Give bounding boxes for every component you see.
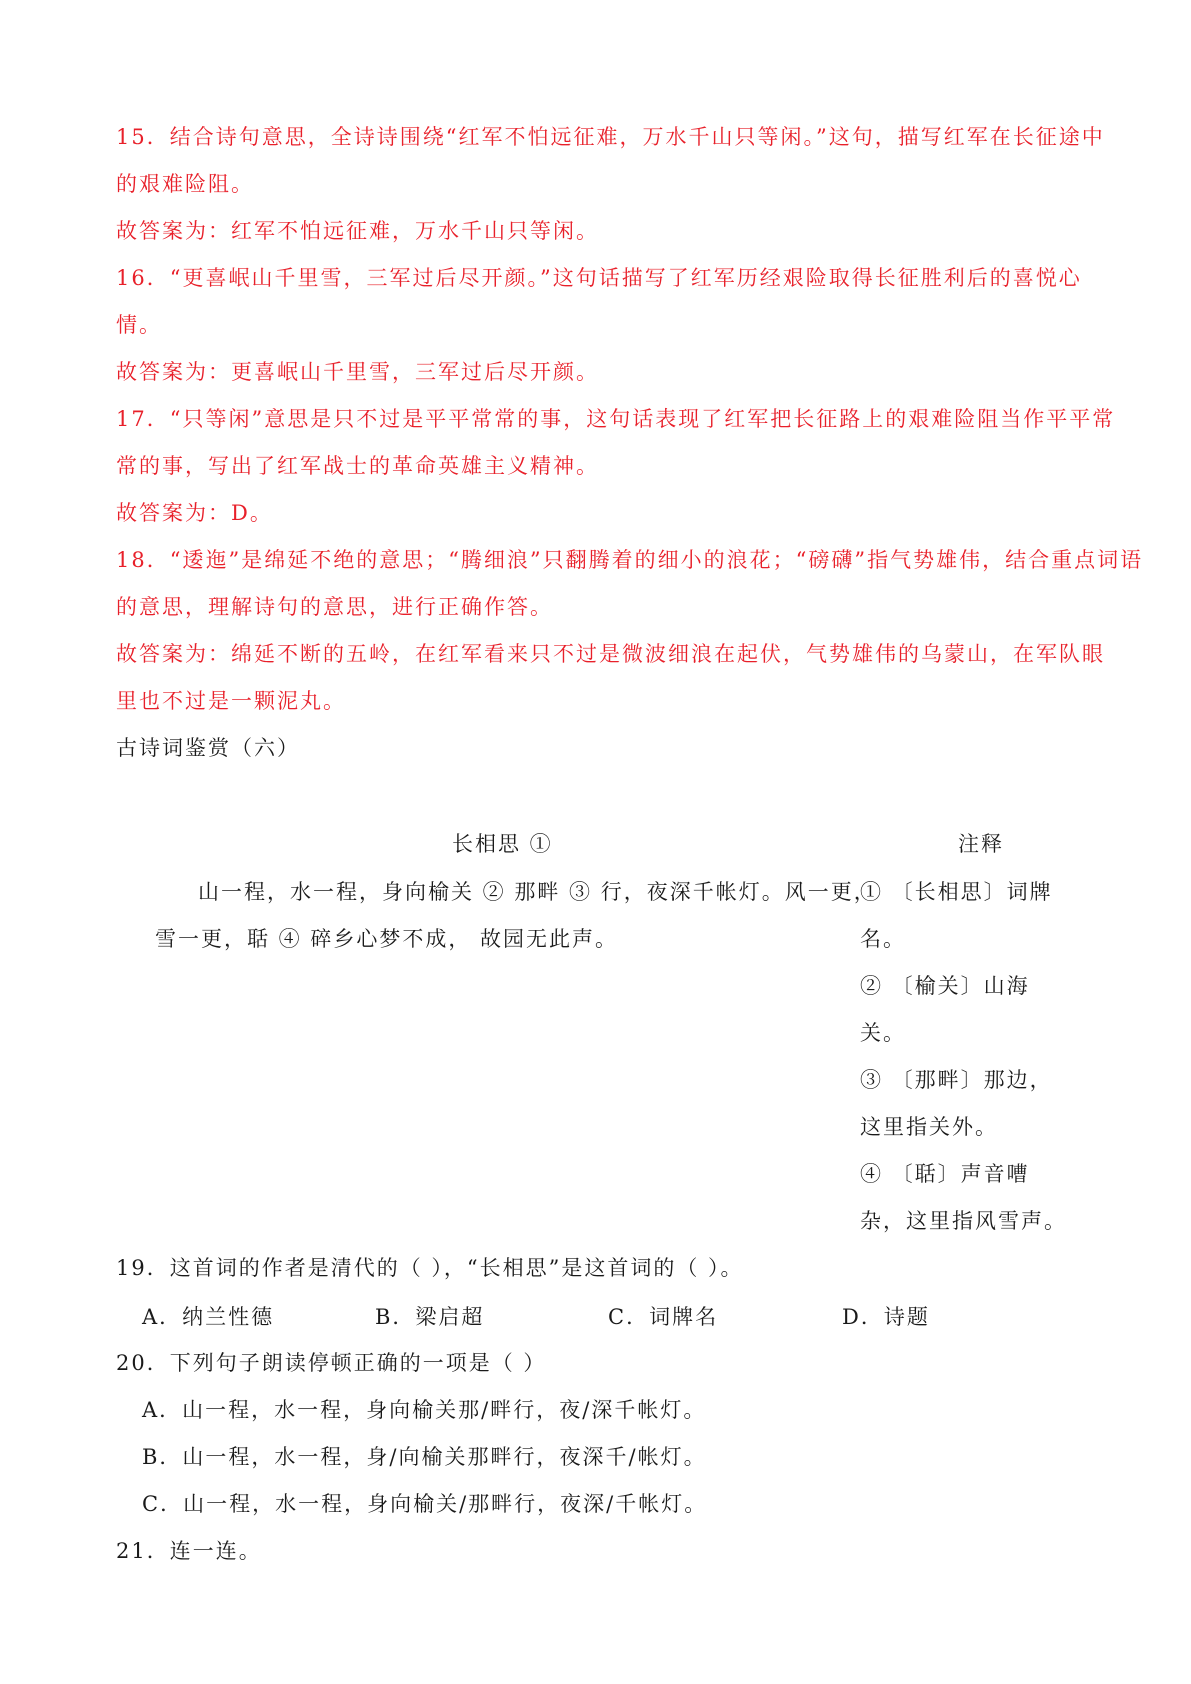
answer-18-result-line-1: 故答案为：绵延不断的五岭，在红军看来只不过是微波细浪在起伏，气势雄伟的乌蒙山，在军队眼 <box>116 642 1105 666</box>
question-19-options <box>142 1301 1042 1333</box>
note-line-6: 这里指关外。 <box>860 1115 998 1139</box>
note-line-5: ③ 〔那畔〕那边， <box>860 1068 1053 1092</box>
note-line-7: ④ 〔聒〕声音嘈 <box>860 1162 1030 1186</box>
q19-option-d[interactable]: D．诗题 <box>842 1305 930 1329</box>
answer-15-result: 故答案为：红军不怕远征难，万水千山只等闲。 <box>116 219 599 243</box>
answer-16-line-1: 16．“更喜岷山千里雪，三军过后尽开颜。”这句话描写了红军历经艰险取得长征胜利后的喜悦心 <box>116 266 1082 290</box>
section-title: 古诗词鉴赏（六） <box>116 736 300 760</box>
poem-line-2: 雪一更，聒 ④ 碎乡心梦不成， 故园无此声。 <box>155 927 619 951</box>
note-line-4: 关。 <box>860 1021 906 1045</box>
note-line-2: 名。 <box>860 927 906 951</box>
q19-option-c[interactable]: C．词牌名 <box>608 1305 719 1329</box>
answer-16-line-2: 情。 <box>116 313 162 337</box>
answer-17-line-2: 常的事，写出了红军战士的革命英雄主义精神。 <box>116 454 599 478</box>
answer-15-line-1: 15．结合诗句意思，全诗诗围绕“红军不怕远征难，万水千山只等闲。”这句，描写红军在长征途中 <box>116 125 1105 149</box>
answer-16-result: 故答案为：更喜岷山千里雪，三军过后尽开颜。 <box>116 360 599 384</box>
q20-option-b[interactable]: B．山一程，水一程，身/向榆关那畔行，夜深千/帐灯。 <box>142 1445 707 1469</box>
q20-option-a[interactable]: A．山一程，水一程，身向榆关那/畔行，夜/深千帐灯。 <box>142 1398 707 1422</box>
answer-15-line-2: 的艰难险阻。 <box>116 172 254 196</box>
answer-18-line-2: 的意思，理解诗句的意思，进行正确作答。 <box>116 595 553 619</box>
q20-option-c[interactable]: C．山一程，水一程，身向榆关/那畔行，夜深/千帐灯。 <box>142 1492 708 1516</box>
question-20-stem: 20．下列句子朗读停顿正确的一项是（ ） <box>116 1351 547 1375</box>
question-21-stem: 21．连一连。 <box>116 1539 262 1563</box>
q19-option-b[interactable]: B．梁启超 <box>375 1305 485 1329</box>
q19-option-a[interactable]: A．纳兰性德 <box>142 1305 275 1329</box>
note-line-8: 杂，这里指风雪声。 <box>860 1209 1067 1233</box>
note-line-3: ② 〔榆关〕山海 <box>860 974 1030 998</box>
answer-17-line-1: 17．“只等闲”意思是只不过是平平常常的事，这句话表现了红军把长征路上的艰难险阻当作平平常 <box>116 407 1116 431</box>
answer-17-result: 故答案为：D。 <box>116 501 273 525</box>
note-line-1: ① 〔长相思〕词牌 <box>860 880 1053 904</box>
answer-18-line-1: 18．“逶迤”是绵延不绝的意思；“腾细浪”只翻腾着的细小的浪花；“磅礴”指气势雄伟，结合重点词语 <box>116 548 1144 572</box>
poem-title: 长相思 ① <box>452 832 553 856</box>
question-19-stem: 19．这首词的作者是清代的（ ），“长相思”是这首词的（ ）。 <box>116 1256 744 1280</box>
notes-title: 注释 <box>958 832 1004 856</box>
poem-line-1: 山一程，水一程，身向榆关 ② 那畔 ③ 行，夜深千帐灯。风一更， <box>198 880 877 904</box>
answer-18-result-line-2: 里也不过是一颗泥丸。 <box>116 689 346 713</box>
